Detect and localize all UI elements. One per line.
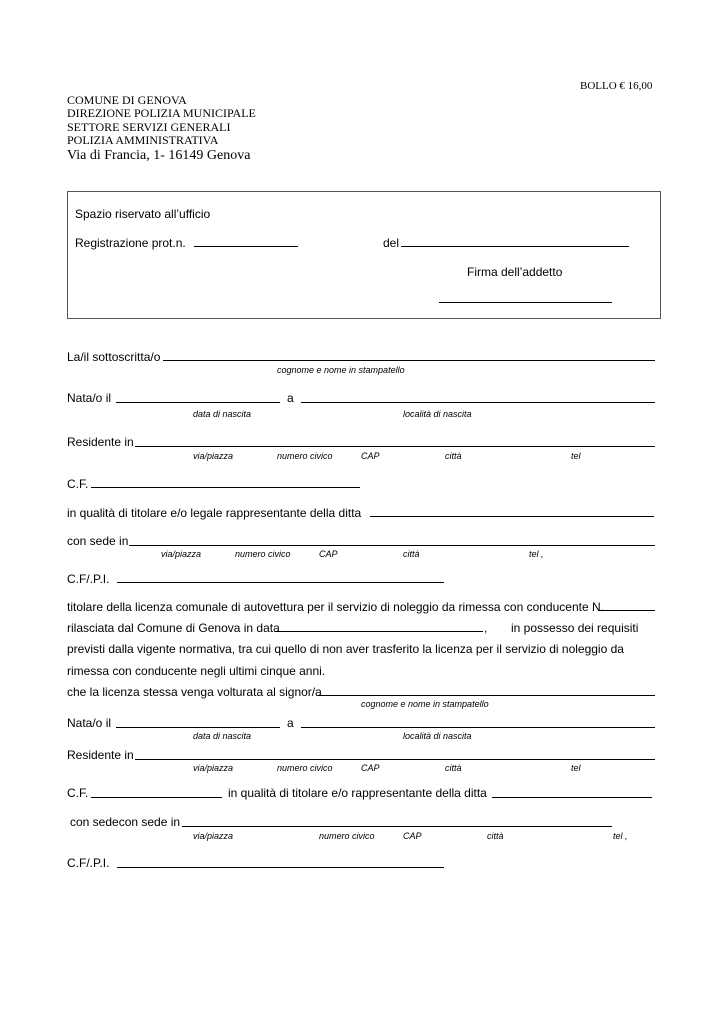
- transferee-name-field[interactable]: [318, 695, 655, 696]
- header-line-direzione: DIREZIONE POLIZIA MUNICIPALE: [67, 106, 256, 120]
- license-statement-line2: rilasciata dal Comune di Genova in data: [67, 621, 280, 635]
- applicant-cfpi-field[interactable]: [117, 582, 444, 583]
- registration-date-field[interactable]: [401, 246, 629, 247]
- license-statement-line2-end: in possesso dei requisiti: [511, 621, 639, 635]
- stamp-duty-label: BOLLO € 16,00: [580, 80, 653, 92]
- applicant-birth-place-caption: località di nascita: [403, 409, 472, 419]
- transferee-quality-label: in qualità di titolare e/o rappresentante della ditta: [228, 786, 487, 800]
- transferee-name-caption: cognome e nome in stampatello: [361, 699, 489, 709]
- applicant-name-field[interactable]: [163, 360, 655, 361]
- applicant-quality-label: in qualità di titolare e/o legale rappresentante della ditta: [67, 506, 362, 520]
- applicant-seat-cap-caption: CAP: [319, 549, 338, 559]
- transferee-seat-number-caption: numero civico: [319, 831, 375, 841]
- transferee-seat-field[interactable]: [182, 826, 612, 827]
- license-statement-line1: titolare della licenza comunale di autovettura per il servizio di noleggio da rimessa con conducente N.: [67, 600, 604, 614]
- license-issue-date-field[interactable]: [275, 631, 483, 632]
- transferee-seat-tel-caption: tel ,: [613, 831, 628, 841]
- transferee-cfpi-label: C.F/.P.I.: [67, 856, 110, 870]
- applicant-birth-label: Nata/o il: [67, 391, 112, 405]
- license-number-field[interactable]: [598, 610, 655, 611]
- applicant-birth-place-label: a: [287, 391, 294, 405]
- registration-number-field[interactable]: [194, 246, 298, 247]
- signature-field[interactable]: [439, 302, 612, 303]
- applicant-cf-label: C.F.: [67, 477, 89, 491]
- applicant-name-label: La/il sottoscritta/o: [67, 350, 161, 364]
- applicant-seat-street-caption: via/piazza: [161, 549, 202, 559]
- transferee-cfpi-field[interactable]: [117, 867, 444, 868]
- transferee-birth-date-field[interactable]: [116, 727, 280, 728]
- applicant-seat-tel-caption: tel ,: [529, 549, 544, 559]
- registration-label: Registrazione prot.n.: [75, 236, 186, 250]
- applicant-name-caption: cognome e nome in stampatello: [277, 365, 405, 375]
- applicant-birth-date-field[interactable]: [116, 402, 280, 403]
- transferee-birth-place-field[interactable]: [301, 727, 655, 728]
- transferee-residence-cap-caption: CAP: [361, 763, 380, 773]
- applicant-residence-street-caption: via/piazza: [193, 451, 234, 461]
- registration-date-label: del: [383, 236, 400, 250]
- applicant-cf-field[interactable]: [91, 487, 360, 488]
- applicant-residence-number-caption: numero civico: [277, 451, 333, 461]
- transferee-residence-number-caption: numero civico: [277, 763, 333, 773]
- transferee-birth-place-label: a: [287, 716, 294, 730]
- transferee-birth-label: Nata/o il: [67, 716, 112, 730]
- applicant-seat-label: con sede in: [67, 534, 129, 548]
- applicant-cfpi-label: C.F/.P.I.: [67, 572, 110, 586]
- signature-label: Firma dell’addetto: [467, 265, 563, 279]
- transferee-residence-street-caption: via/piazza: [193, 763, 234, 773]
- transferee-company-field[interactable]: [492, 797, 652, 798]
- transferee-birth-place-caption: località di nascita: [403, 731, 472, 741]
- header-address: Via di Francia, 1- 16149 Genova: [67, 148, 251, 163]
- applicant-residence-city-caption: città: [445, 451, 462, 461]
- transferee-birth-date-caption: data di nascita: [193, 731, 252, 741]
- transferee-seat-label: con sedecon sede in: [70, 815, 181, 829]
- transferee-seat-street-caption: via/piazza: [193, 831, 234, 841]
- applicant-birth-place-field[interactable]: [301, 402, 655, 403]
- applicant-residence-label: Residente in: [67, 435, 134, 449]
- transferee-residence-tel-caption: tel: [571, 763, 581, 773]
- transferee-residence-field[interactable]: [135, 759, 655, 760]
- header-line-settore: SETTORE SERVIZI GENERALI: [67, 120, 231, 134]
- applicant-seat-city-caption: città: [403, 549, 420, 559]
- office-box-title: Spazio riservato all’ufficio: [75, 207, 211, 221]
- license-statement-comma: ,: [484, 621, 488, 635]
- transferee-residence-label: Residente in: [67, 748, 134, 762]
- license-statement-line3: previsti dalla vigente normativa, tra cui quello di non aver trasferito la licenza per il servizio di noleggio da: [67, 642, 624, 656]
- applicant-residence-cap-caption: CAP: [361, 451, 380, 461]
- applicant-company-field[interactable]: [370, 516, 654, 517]
- transfer-statement: che la licenza stessa venga volturata al signor/a: [67, 685, 322, 699]
- header-line-polizia: POLIZIA AMMINISTRATIVA: [67, 133, 219, 147]
- transferee-seat-cap-caption: CAP: [403, 831, 422, 841]
- license-statement-line4: rimessa con conducente negli ultimi cinque anni.: [67, 664, 326, 678]
- transferee-residence-city-caption: città: [445, 763, 462, 773]
- transferee-cf-label: C.F.: [67, 786, 89, 800]
- applicant-seat-field[interactable]: [129, 545, 655, 546]
- transferee-cf-field[interactable]: [91, 797, 222, 798]
- applicant-residence-tel-caption: tel: [571, 451, 581, 461]
- transferee-seat-city-caption: città: [487, 831, 504, 841]
- applicant-residence-field[interactable]: [135, 446, 655, 447]
- applicant-seat-number-caption: numero civico: [235, 549, 291, 559]
- header-line-comune: COMUNE DI GENOVA: [67, 93, 187, 107]
- applicant-birth-date-caption: data di nascita: [193, 409, 252, 419]
